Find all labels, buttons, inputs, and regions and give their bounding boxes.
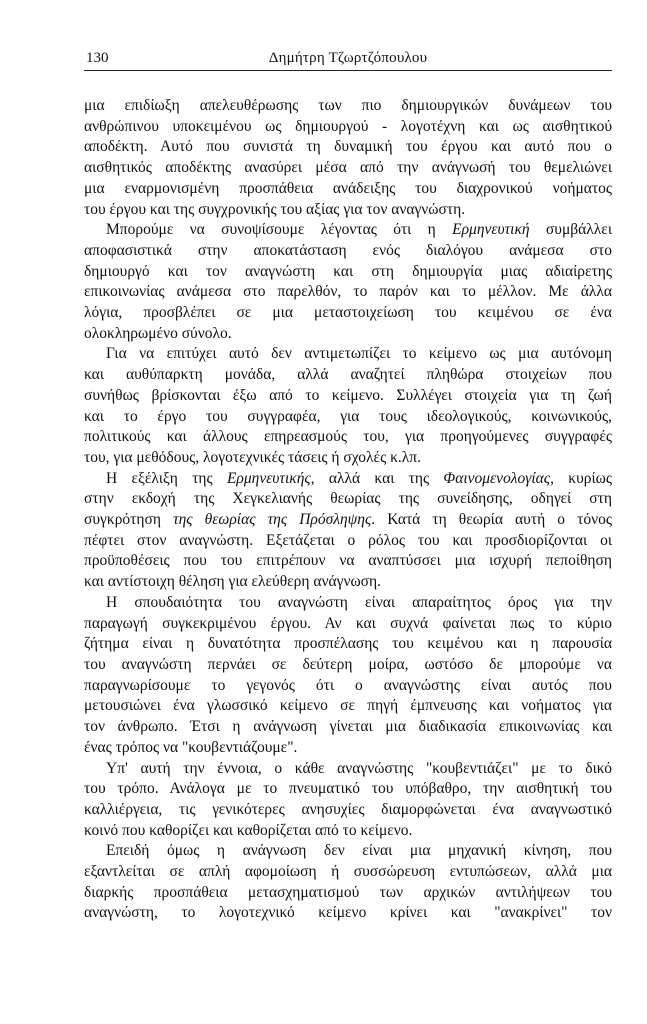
text-run: του αναγνώστη περνάει σε δεύτερη μοίρα, ωστόσο δε μπορούμε να bbox=[84, 655, 612, 673]
text-run: και αντίστοιχη θέληση για ελεύθερη ανάγνωση. bbox=[84, 573, 382, 591]
text-run: πέφτει στον αναγνώστη. Εξετάζεται ο ρόλος του και προσδιορίζονται οι bbox=[84, 531, 612, 549]
paragraph bbox=[84, 96, 612, 220]
body-text bbox=[84, 96, 612, 924]
text-line bbox=[84, 551, 612, 572]
text-run: παραγνωρίσουμε το γεγονός ότι ο αναγνώστης είναι αυτός που bbox=[84, 676, 612, 694]
italic-term: Ερμηνευτικής bbox=[226, 469, 311, 487]
text-line bbox=[84, 365, 612, 386]
text-line bbox=[84, 96, 612, 117]
paragraph bbox=[84, 469, 612, 593]
text-run: ολοκληρωμένο σύνολο. bbox=[84, 324, 232, 342]
text-line bbox=[84, 117, 612, 138]
text-run: προϋποθέσεις που του επιτρέπουν να αναπτύσσει μια ισχυρή πεποίθηση bbox=[84, 552, 612, 570]
text-line bbox=[84, 717, 612, 738]
text-line bbox=[84, 448, 612, 469]
text-line bbox=[84, 262, 612, 283]
text-run: μια επιδίωξη απελευθέρωσης των πιο δημιουργικών δυνάμεων του bbox=[84, 97, 612, 114]
text-line bbox=[84, 241, 612, 262]
text-line bbox=[84, 179, 612, 200]
text-line bbox=[84, 655, 612, 676]
text-run: Επειδή όμως η ανάγνωση δεν είναι μια μηχανική κίνηση, που bbox=[106, 842, 612, 860]
paragraph bbox=[84, 220, 612, 344]
text-run: . Κατά τη θεωρία αυτή ο τόνος bbox=[371, 511, 612, 529]
text-line bbox=[84, 903, 612, 924]
text-run: αισθητικός αποδέκτης ανασύρει μέσα από την ανάγνωσή του θεμελιώνει bbox=[84, 159, 612, 177]
text-run: πολιτικούς και άλλους επηρεασμούς του, για προηγούμενες συγγραφές bbox=[84, 428, 612, 446]
text-run: παραγωγή συγκεκριμένου έργου. Αν και συχνά φαίνεται πως το κύριο bbox=[84, 614, 612, 632]
text-line bbox=[84, 572, 612, 593]
text-line bbox=[84, 614, 612, 635]
text-line bbox=[84, 676, 612, 697]
text-line bbox=[84, 531, 612, 552]
text-line bbox=[84, 158, 612, 179]
paragraph bbox=[84, 593, 612, 759]
text-line bbox=[84, 738, 612, 759]
text-run: συνήθως βρίσκονται έξω από το κείμενο. Συλλέγει στοιχεία για τη ζωή bbox=[84, 386, 612, 404]
text-line bbox=[84, 137, 612, 158]
text-line bbox=[84, 883, 612, 904]
paragraph bbox=[84, 344, 612, 468]
text-run: του έργου και της συγχρονικής του αξίας για τον αναγνώστη. bbox=[84, 200, 466, 218]
text-run: επικοινωνίας ανάμεσα στο παρελθόν, το παρόν και το μέλλον. Με άλλα bbox=[84, 283, 612, 301]
text-line bbox=[84, 303, 612, 324]
text-run: Η σπουδαιότητα του αναγνώστη είναι απαραίτητος όρος για την bbox=[106, 593, 612, 611]
paragraph bbox=[84, 841, 612, 924]
text-line bbox=[84, 324, 612, 345]
italic-term: Φαινομενολογίας bbox=[443, 469, 551, 487]
text-run: καλλιέργεια, τις γενικότερες ανησυχίες διαμορφώνεται ένα αναγνωστικό bbox=[84, 800, 612, 818]
running-header bbox=[84, 48, 612, 71]
text-run: και αυθύπαρκτη μονάδα, αλλά αναζητεί πληθώρα στοιχείων που bbox=[84, 366, 612, 384]
text-run: στην εκδοχή της Χεγκελιανής θεωρίας της συνείδησης, οδηγεί στη bbox=[84, 490, 612, 508]
text-line bbox=[84, 220, 612, 241]
text-run: Για να επιτύχει αυτό δεν αντιμετωπίζει το κείμενο ως μια αυτόνομη bbox=[106, 345, 612, 363]
text-run: ανθρώπινου υποκειμένου ως δημιουργού - λογοτέχνη και ως αισθητικού bbox=[84, 117, 612, 135]
text-line bbox=[84, 779, 612, 800]
italic-term: Ερμηνευτική bbox=[452, 221, 530, 239]
text-run: , αλλά και της bbox=[310, 469, 444, 487]
text-line bbox=[84, 593, 612, 614]
text-line bbox=[84, 200, 612, 221]
text-line bbox=[84, 386, 612, 407]
text-line bbox=[84, 427, 612, 448]
text-run: διαρκής προσπάθεια μετασχηματισμού των αρχικών αντιλήψεων του bbox=[84, 883, 612, 901]
text-run: ζήτημα είναι η δυνατότητα προσπέλασης του κειμένου και η παρουσία bbox=[84, 635, 612, 653]
text-line bbox=[84, 759, 612, 780]
text-run: του, για μεθόδους, λογοτεχνικές τάσεις ή σχολές κ.λπ. bbox=[84, 448, 421, 466]
page-number: 130 bbox=[86, 50, 109, 66]
text-line bbox=[84, 696, 612, 717]
text-run: Υπ' αυτή την έννοια, ο κάθε αναγνώστης "κουβεντιάζει" με το δικό bbox=[106, 759, 612, 777]
text-run: εξαντλείται σε απλή αφομοίωση ή συσσώρευση εντυπώσεων, αλλά μια bbox=[84, 863, 612, 881]
text-line bbox=[84, 407, 612, 428]
text-line bbox=[84, 489, 612, 510]
text-run: Η εξέλιξη της bbox=[106, 469, 227, 487]
text-line bbox=[84, 510, 612, 531]
text-line bbox=[84, 344, 612, 365]
text-run: αναγνώστη, το λογοτεχνικό κείμενο κρίνει και "ανακρίνει" τον bbox=[84, 904, 612, 922]
text-line bbox=[84, 862, 612, 883]
running-head-author: Δημήτρη Τζωρτζόπουλου bbox=[268, 50, 428, 66]
paragraph bbox=[84, 759, 612, 842]
text-line bbox=[84, 800, 612, 821]
text-run: , κυρίως bbox=[550, 469, 612, 487]
text-run: ένας τρόπος να "κουβεντιάζουμε". bbox=[84, 738, 298, 756]
text-line bbox=[84, 841, 612, 862]
text-run: συμβάλλει bbox=[529, 221, 612, 239]
text-run: Μπορούμε να συνοψίσουμε λέγοντας ότι η bbox=[106, 221, 453, 239]
text-run: συγκρότηση bbox=[84, 511, 174, 529]
text-run: αποφασιστικά στην αποκατάσταση ενός διαλόγου ανάμεσα στο bbox=[84, 241, 612, 259]
text-line bbox=[84, 634, 612, 655]
text-line bbox=[84, 821, 612, 842]
text-run: λόγια, προσβλέπει σε μια μεταστοιχείωση του κειμένου σε ένα bbox=[84, 304, 612, 322]
italic-term: της θεωρίας της Πρόσληψης bbox=[173, 511, 372, 529]
text-run: τον άνθρωπο. Έτσι η ανάγνωση γίνεται μια διαδικασία επικοινωνίας και bbox=[84, 718, 612, 736]
text-run: αποδέκτη. Αυτό που συνιστά τη δυναμική του έργου και αυτό που ο bbox=[84, 138, 612, 156]
text-run: κοινό που καθορίζει και καθορίζεται από το κείμενο. bbox=[84, 821, 413, 839]
text-run: και το έργο του συγγραφέα, για τους ιδεολογικούς, κοινωνικούς, bbox=[84, 407, 612, 425]
text-run: δημιουργό και τον αναγνώστη και στη δημιουργία μιας αδιαίρετης bbox=[84, 262, 612, 280]
text-run: του τρόπο. Ανάλογα με το πνευματικό του υπόβαθρο, την αισθητική του bbox=[84, 780, 612, 798]
text-line bbox=[84, 469, 612, 490]
text-run: μια εναρμονισμένη προσπάθεια ανάδειξης του διαχρονικού νοήματος bbox=[84, 179, 612, 197]
text-line bbox=[84, 282, 612, 303]
text-run: μετουσιώνει ένα γλωσσικό κείμενο σε πηγή έμπνευσης και νοήματος για bbox=[84, 697, 612, 715]
